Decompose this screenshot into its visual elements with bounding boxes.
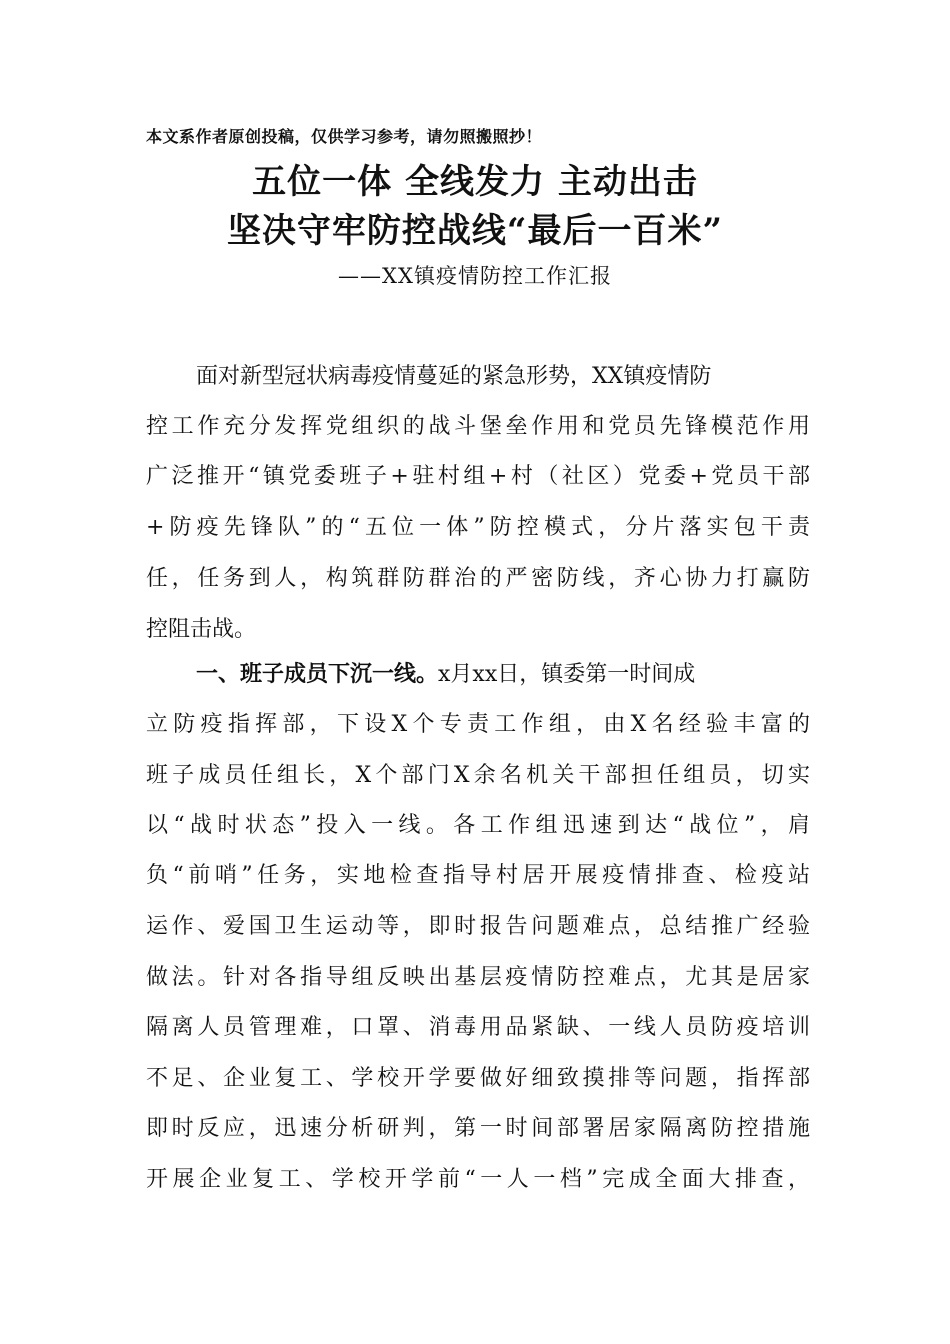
paragraph-line: 广泛推开“镇党委班子+驻村组+村（社区）党委+党员干部 (146, 464, 810, 489)
paragraph-line: 即时反应，迅速分析研判，第一时间部署居家隔离防控措施 (146, 1116, 810, 1141)
paragraph-line: 开展企业复工、学校开学前“一人一档”完成全面大排查， (146, 1167, 810, 1192)
paragraph-line: 立防疫指挥部，下设X个专责工作组，由X名经验丰富的 (146, 712, 810, 737)
paragraph-line: 控阻击战。 (146, 617, 257, 642)
paragraph-line: 以“战时状态”投入一线。各工作组迅速到达“战位”，肩 (146, 813, 810, 838)
paragraph-first-line (196, 659, 810, 689)
paragraph-line: 面对新型冠状病毒疫情蔓延的紧急形势，XX镇疫情防 (196, 364, 712, 389)
title-line-2: 坚决守牢防控战线“最后一百米” (226, 211, 724, 251)
paragraph-text: x月xx日，镇委第一时间成 (438, 662, 696, 687)
copyright-notice: 本文系作者原创投稿，仅供学习参考，请勿照搬照抄！ (146, 127, 543, 146)
paragraph-line: 不足、企业复工、学校开学要做好细致摸排等问题，指挥部 (146, 1066, 810, 1091)
paragraph-line: 负“前哨”任务，实地检查指导村居开展疫情排查、检疫站 (146, 863, 810, 888)
title-line-1: 五位一体 全线发力 主动出击 (252, 162, 698, 202)
section-heading: 一、班子成员下沉一线。 (196, 661, 439, 687)
paragraph-line: 做法。针对各指导组反映出基层疫情防控难点，尤其是居家 (146, 965, 810, 990)
paragraph-line: 控工作充分发挥党组织的战斗堡垒作用和党员先锋模范作用 (146, 414, 810, 439)
paragraph-line: 运作、爱国卫生运动等，即时报告问题难点，总结推广经验 (146, 914, 810, 939)
paragraph-line: 班子成员任组长，X个部门X余名机关干部担任组员，切实 (146, 763, 810, 788)
paragraph-line: +防疫先锋队”的“五位一体”防控模式，分片落实包干责 (146, 515, 810, 540)
subtitle: ——XX镇疫情防控工作汇报 (338, 264, 612, 288)
paragraph-line: 隔离人员管理难，口罩、消毒用品紧缺、一线人员防疫培训 (146, 1015, 810, 1040)
paragraph-line: 任，任务到人，构筑群防群治的严密防线，齐心协力打赢防 (146, 566, 810, 591)
